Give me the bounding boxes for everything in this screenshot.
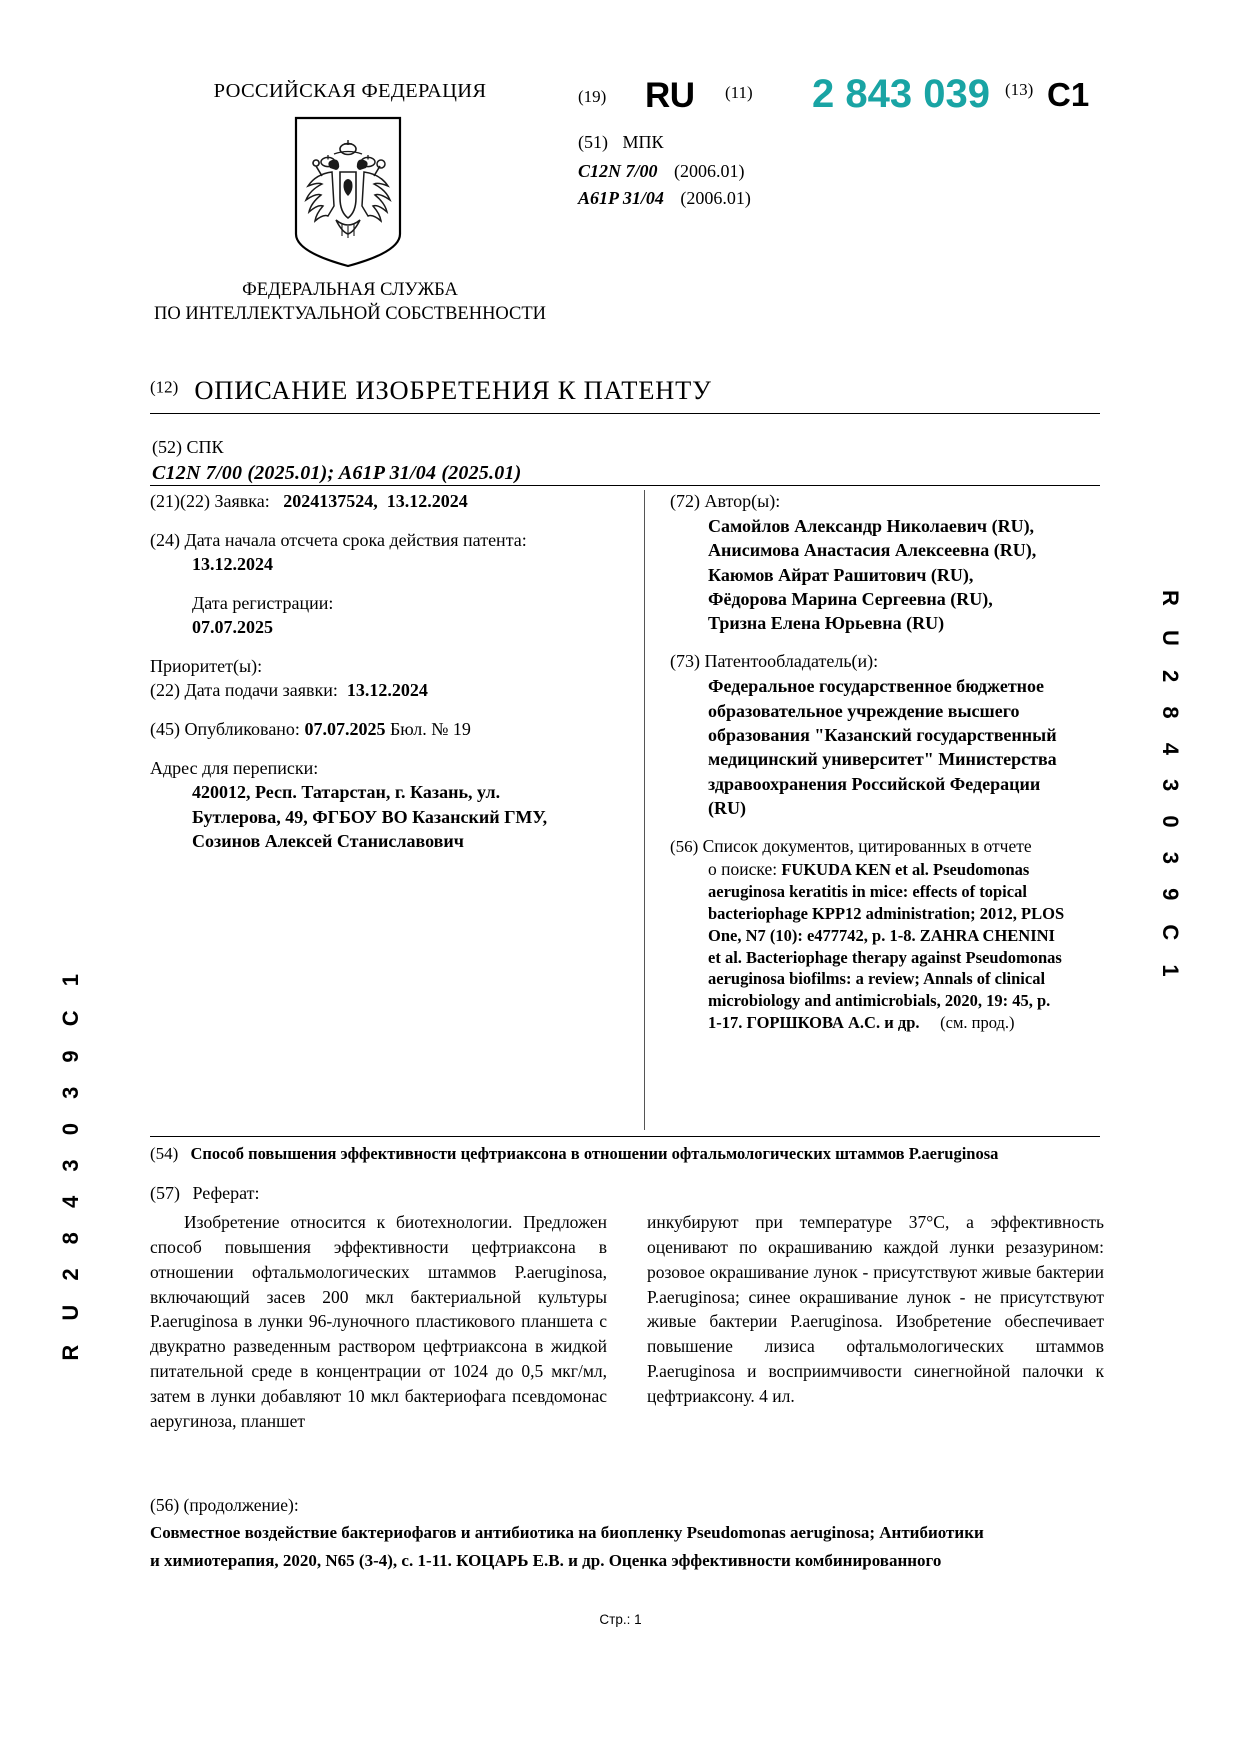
inid-code-56-cont: (56): [150, 1495, 180, 1515]
application-label: Заявка:: [214, 491, 270, 511]
author-item: Самойлов Александр Николаевич (RU),: [708, 515, 1035, 536]
office-code-ru: RU: [645, 76, 695, 115]
author-item: Фёдорова Марина Сергеевна (RU),: [708, 588, 993, 609]
divider-under-title: [150, 413, 1100, 414]
correspondence-field: [150, 757, 620, 854]
ipc-label-text: МПК: [622, 132, 664, 152]
inid-code-57: (57): [150, 1183, 180, 1203]
ipc-class-2: A61P 31/04: [578, 188, 664, 208]
agency-line-1: ФЕДЕРАЛЬНАЯ СЛУЖБА: [242, 280, 458, 300]
citation-line: et al. Bacteriophage therapy against Pseudomonas: [708, 947, 1062, 967]
document-title-row: [150, 375, 1100, 406]
agency-line-2: ПО ИНТЕЛЛЕКТУАЛЬНОЙ СОБСТВЕННОСТИ: [153, 304, 547, 325]
author-item: Каюмов Айрат Рашитович (RU),: [708, 564, 974, 585]
cpc-label-text: СПК: [186, 437, 224, 457]
citations-body: [708, 858, 1100, 1033]
author-item: Анисимова Анастасия Алексеевна (RU),: [708, 540, 1037, 561]
inid-code-73: (73): [670, 651, 700, 672]
holder-name: [708, 674, 1100, 820]
continuation-label: (продолжение):: [183, 1495, 299, 1515]
inid-code-19: (19): [578, 87, 607, 106]
abstract-label-row: [150, 1183, 260, 1204]
citation-last-line: [708, 1012, 1100, 1034]
holder-field: [670, 650, 1100, 820]
published-date: 07.07.2025: [304, 718, 386, 739]
continuation-header: [150, 1493, 1105, 1518]
side-identifier-left: R U 2 8 4 3 0 3 9 C 1: [58, 965, 83, 1361]
author-item: Тризна Елена Юрьевна (RU): [708, 613, 945, 634]
citation-line: aeruginosa keratitis in mice: effects of topical: [708, 882, 1027, 902]
column-divider: [644, 490, 645, 1130]
term-start-label: Дата начала отсчета срока действия патента:: [184, 529, 527, 550]
filing-date-row: [150, 679, 620, 703]
cpc-value: C12N 7/00 (2025.01); A61P 31/04 (2025.01): [152, 462, 522, 484]
inid-code-12: (12): [150, 377, 179, 397]
inid-code-22: (22): [150, 679, 180, 700]
citation-line: One, N7 (10): e477742, p. 1-8. ZAHRA CHENINI: [708, 925, 1055, 945]
inid-code-21-22: (21)(22): [150, 491, 210, 511]
ipc-version-1: (2006.01): [674, 161, 745, 181]
inid-code-52: (52): [152, 437, 182, 457]
ipc-entry-2: [578, 188, 751, 209]
published-label: Опубликовано:: [184, 718, 300, 739]
inid-code-56: (56): [670, 837, 699, 857]
bibliographic-section: [150, 490, 1100, 1130]
side-identifier-right: R U 2 8 4 3 0 3 9 C 1: [1158, 590, 1183, 986]
address-line-2: Бутлерова, 49, ФГБОУ ВО Казанский ГМУ,: [192, 806, 548, 827]
filing-date-label: Дата подачи заявки:: [184, 679, 338, 700]
published-bulletin: Бюл. № 19: [389, 718, 471, 739]
divider-above-invention-title: [150, 1136, 1100, 1137]
citations-field: [670, 835, 1100, 1034]
inid-code-13: (13): [1005, 80, 1034, 99]
holder-label: Патентообладатель(и):: [704, 651, 879, 672]
abstract-columns: [150, 1210, 1105, 1434]
holder-line: медицинский университет" Министерства: [708, 749, 1057, 770]
filing-date-value: 13.12.2024: [346, 679, 428, 700]
registration-date: 07.07.2025: [192, 616, 273, 637]
country-title: РОССИЙСКАЯ ФЕДЕРАЦИЯ: [213, 80, 487, 102]
priority-field: [150, 655, 620, 703]
ipc-label: [578, 132, 664, 153]
biblio-right-column: [670, 490, 1100, 1049]
inid-code-54: (54): [150, 1144, 179, 1163]
correspondence-label: Адрес для переписки:: [150, 757, 319, 778]
abstract-column-right: [647, 1210, 1104, 1434]
russian-coat-of-arms-icon: [292, 116, 404, 268]
citation-line: aeruginosa biofilms: a review; Annals of clinical: [708, 969, 1046, 989]
divider-under-cpc: [150, 485, 1100, 486]
holder-line: образования "Казанский государственный: [708, 724, 1057, 745]
ipc-entry-1: [578, 161, 745, 182]
authors-list: [708, 514, 1100, 635]
citations-label-2: о поиске:: [708, 859, 778, 880]
inid-code-72: (72): [670, 491, 700, 511]
citation-line: microbiology and antimicrobials, 2020, 19: 45, p.: [708, 991, 1051, 1011]
ipc-class-1: C12N 7/00: [578, 161, 658, 181]
inid-code-24: (24): [150, 529, 180, 550]
application-field: [150, 490, 620, 514]
citation-line: 1-17. ГОРШКОВА А.С. и др.: [708, 1012, 920, 1032]
holder-line: образовательное учреждение высшего: [708, 700, 1020, 721]
registration-field: [150, 592, 620, 640]
citation-line: bacteriophage KPP12 administration; 2012, PLOS: [708, 904, 1065, 924]
kind-code: C1: [1047, 76, 1090, 113]
authors-field: [670, 490, 1100, 635]
holder-line: здравоохранения Российской Федерации: [708, 773, 1041, 794]
holder-line: Федеральное государственное бюджетное: [708, 676, 1045, 697]
abstract-text-right: инкубируют при температуре 37°C, а эффективность оценивают по окрашиванию каждой лунки резазурином: розовое окрашивание лунок - присутствуют живые бактерии P.aeruginosa; синее окрашивание лунок - не присутствуют живые бактерии P.aeruginosa. Изобретение обеспечивает повышение лизиса офтальмологических штаммов P.aeruginosa и восприимчивости синегнойной палочки к цефтриаксону. 4 ил.: [647, 1212, 1104, 1406]
citations-label-1: Список документов, цитированных в отчете: [702, 836, 1032, 857]
agency-name: [85, 278, 615, 327]
citation-line: FUKUDA KEN et al. Pseudomonas: [781, 860, 1030, 880]
authors-label: Автор(ы):: [704, 491, 781, 511]
inid-code-51: (51): [578, 132, 608, 152]
cpc-label-row: [152, 437, 521, 458]
term-start-date: 13.12.2024: [192, 553, 273, 574]
biblio-left-column: [150, 490, 620, 868]
abstract-text-left: Изобретение относится к биотехнологии. Предложен способ повышения эффективности цефтриаксона в отношении офтальмологических штаммов P.aeruginosa, включающий засев 200 мкл бактериальной культуры P.aeruginosa в лунки 96-луночного пластикового планшета с двукратно разведенным раствором цефтриаксона в жидкой питательной среде в концентрации от 1024 до 0,5 мкг/мл, затем в лунки добавляют 10 мкл бактериофага псевдомонас аеругиноза, планшет: [150, 1212, 607, 1431]
citations-continuation: [150, 1493, 1105, 1574]
registration-label: Дата регистрации:: [192, 592, 334, 613]
cpc-block: [152, 437, 521, 485]
inid-code-11: (11): [725, 83, 753, 102]
continuation-line-1: Совместное воздействие бактериофагов и антибиотика на биопленку Pseudomonas aeruginosa; Антибиотики: [150, 1523, 984, 1543]
continuation-line-2: и химиотерапия, 2020, N65 (3-4), с. 1-11. КОЦАРЬ Е.В. и др. Оценка эффективности комбинированного: [150, 1551, 942, 1571]
document-header: [0, 72, 1241, 350]
address-line-3: Созинов Алексей Станиславович: [192, 831, 464, 852]
application-date: 13.12.2024: [386, 491, 468, 511]
invention-title-row: [150, 1143, 1105, 1165]
address-line-1: 420012, Респ. Татарстан, г. Казань, ул.: [192, 782, 501, 803]
correspondence-address: [192, 780, 620, 853]
abstract-column-left: [150, 1210, 607, 1434]
published-field: [150, 718, 620, 742]
invention-title: Способ повышения эффективности цефтриаксона в отношении офтальмологических штаммов P.aeruginosa: [190, 1144, 999, 1163]
page-footer: Стр.: 1: [599, 1612, 642, 1627]
ipc-version-2: (2006.01): [680, 188, 751, 208]
see-continuation-note: (см. прод.): [940, 1012, 1015, 1032]
priority-label: Приоритет(ы):: [150, 655, 263, 676]
term-start-field: [150, 529, 620, 577]
application-number: 2024137524,: [283, 491, 378, 511]
page-title: ОПИСАНИЕ ИЗОБРЕТЕНИЯ К ПАТЕНТУ: [194, 375, 712, 405]
inid-code-45: (45): [150, 718, 180, 739]
patent-number: 2 843 039: [812, 72, 990, 116]
holder-line: (RU): [708, 797, 746, 818]
abstract-label-text: Реферат:: [192, 1183, 260, 1203]
